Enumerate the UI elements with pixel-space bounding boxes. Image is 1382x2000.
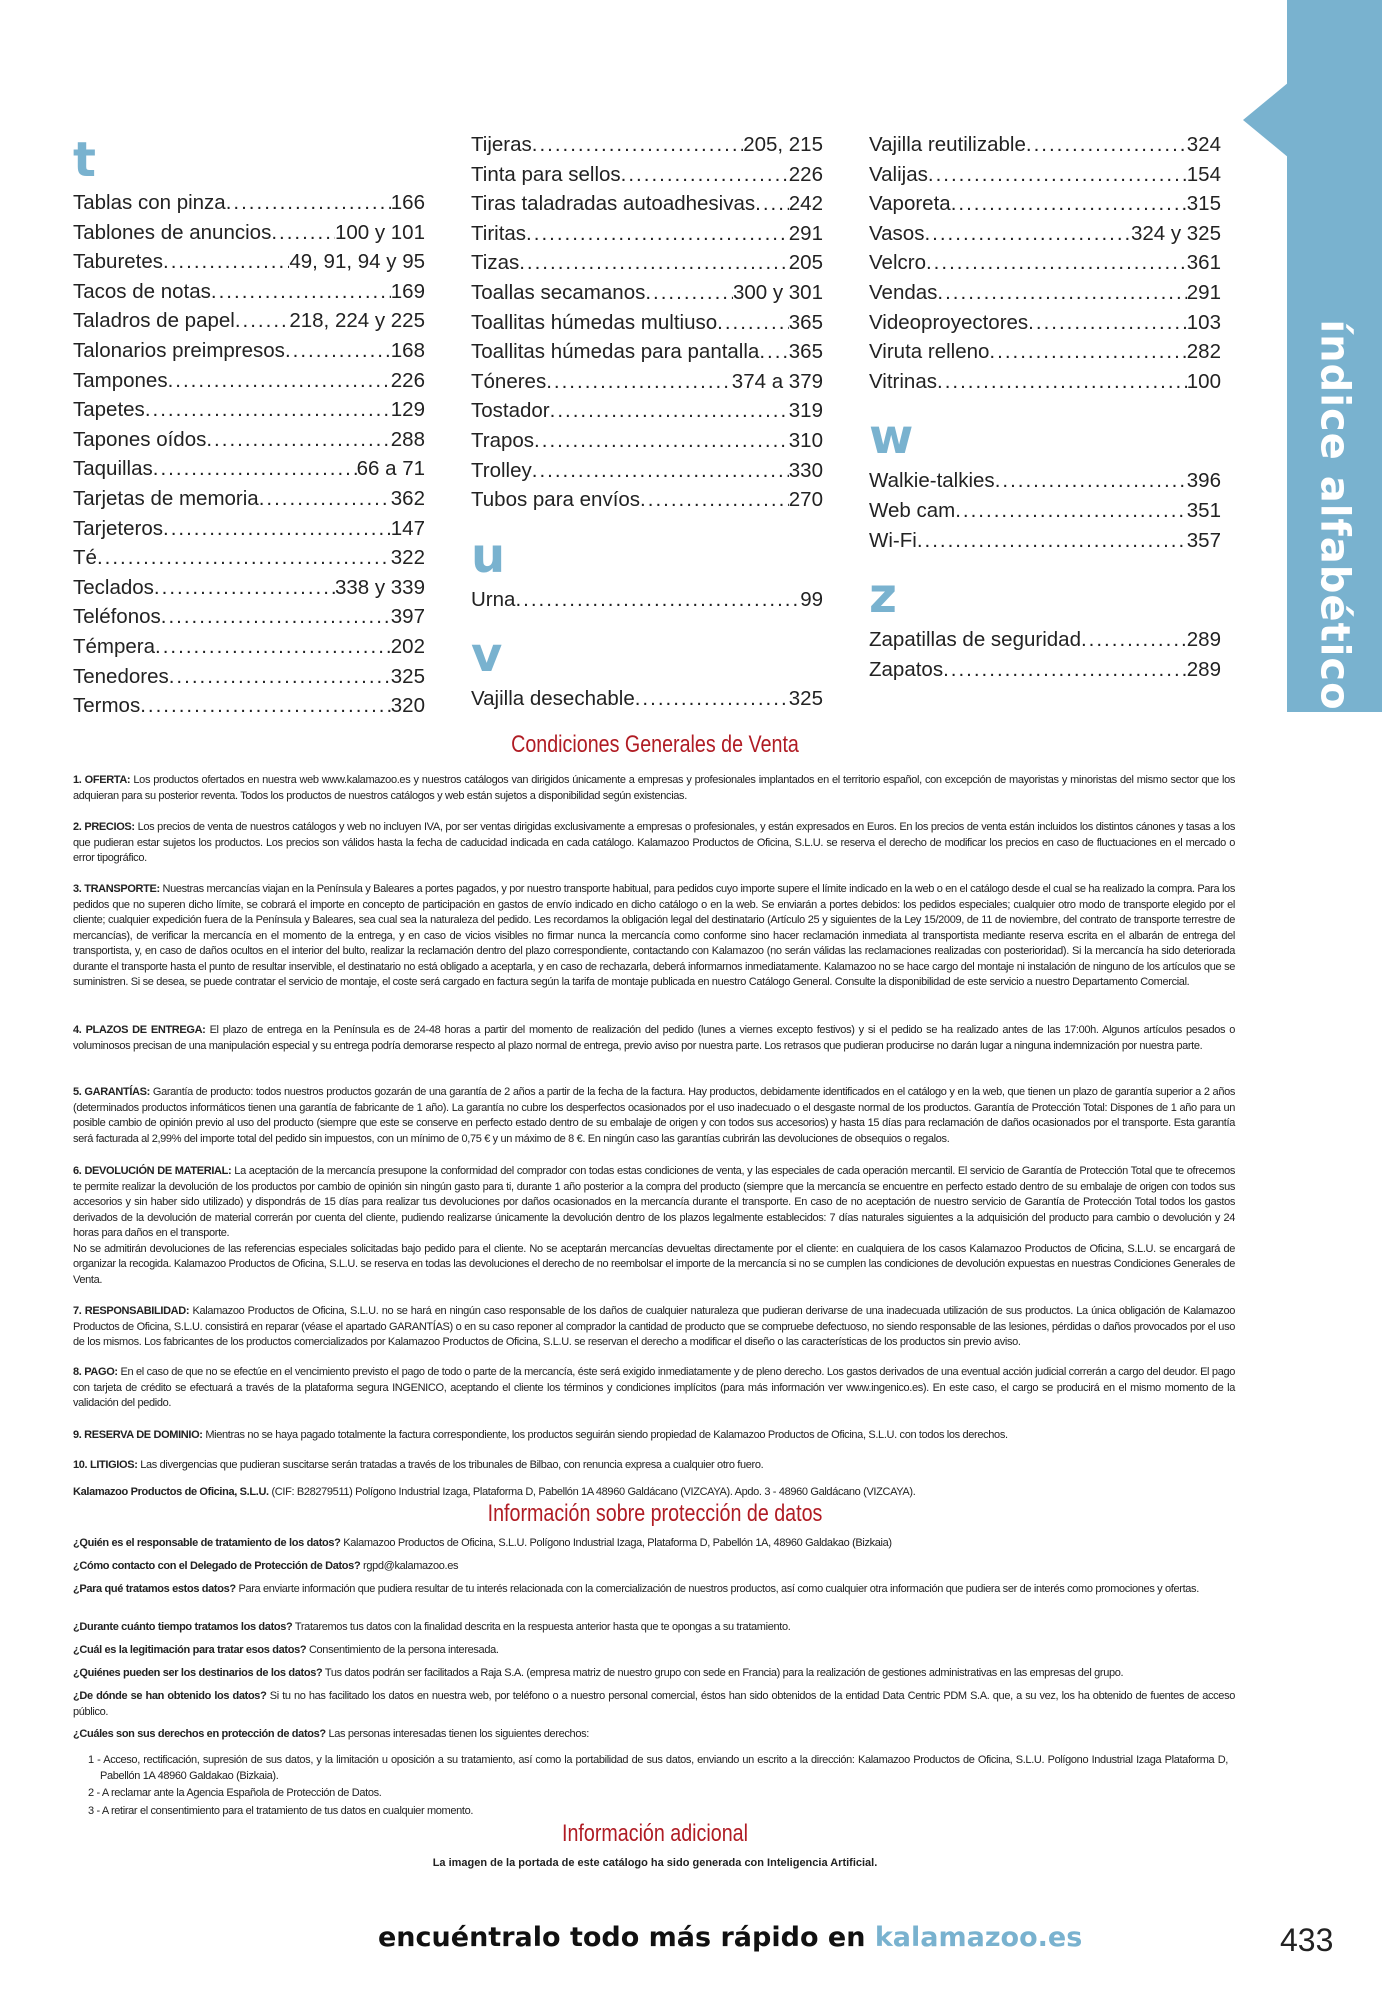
index-column-2	[471, 130, 823, 714]
index-entry-name: Toallitas húmedas multiuso	[471, 310, 718, 334]
condition-clause	[73, 1365, 1235, 1412]
dot-leader	[937, 278, 1186, 308]
privacy-question-heading: ¿Quién es el responsable de tratamiento de los datos?	[73, 1537, 341, 1549]
index-entry-page: 357	[1186, 528, 1221, 552]
clause-text: Mientras no se haya pagado totalmente la factura correspondiente, los productos seguirán siendo propiedad de Kalamazoo Productos de Oficina, S.L.U. con todos los derechos.	[202, 1429, 1008, 1441]
index-entry-name: Toallitas húmedas para pantalla	[471, 340, 760, 364]
index-entry-page: 103	[1186, 310, 1221, 334]
index-entry-page: 169	[390, 279, 425, 303]
index-entry-page: 320	[390, 694, 425, 718]
index-entry	[471, 337, 823, 367]
index-entry	[471, 130, 823, 160]
index-entry-name: Vaporeta	[869, 192, 951, 216]
index-entry-page: 226	[390, 368, 425, 392]
index-entry	[73, 573, 425, 603]
clause-text: Garantía de producto: todos nuestros productos gozarán de una garantía de 2 años a partir de la fecha de la factura. Hay productos, debidamente identificados en el catálogo y en la web, que tienen un plazo de garantía superior a 2 años (determinados productos informáticos tienen una garantía de fabricante de 1 año). La garantía no cubre los desperfectos ocasionados por el uso inadecuado o el desgaste normal de los productos. Garantía de Protección Total: Dispones de 1 año para un posible cambio de opinión previo al uso del producto (siempre que este se conserve en perfecto estado dentro de su embalaje de origen y con todos sus accesorios) y hasta 15 días para reclamación de daños ocasionados por el transporte. Esta garantía será facturada al 2,99% del importe total del pedido sin impuestos, con un mínimo de 0,75 € y un máximo de 8 €. En ningún caso las garantías cubrirán las devoluciones de obsequios o regalos.	[73, 1086, 1236, 1145]
clause-text: Kalamazoo Productos de Oficina, S.L.U. no se hará en ningún caso responsable de los daños de cualquier naturaleza que pudieran derivarse de una inadecuada utilización de sus productos. La única obligación de Kalamazoo Productos de Oficina, S.L.U. consistirá en reparar (véase el apartado GARANTÍAS) o en su caso reponer al comprador la cantidad de producto que se compruebe defectuoso, no siendo responsable de las lesiones, pérdidas o daños provocados por el uso de los mismos. Los fabricantes de los productos comercializados por Kalamazoo Productos de Oficina, S.L.U. se reservan el derecho a modificar el diseño o las características de los productos sin previo aviso.	[73, 1305, 1235, 1348]
index-entry-name: Taladros de papel	[73, 309, 235, 333]
privacy-question	[73, 1727, 1235, 1743]
dot-leader	[532, 456, 789, 486]
dot-leader	[640, 485, 789, 515]
index-entry-name: Termos	[73, 694, 141, 718]
index-entry-name: Teclados	[73, 575, 154, 599]
privacy-right: 2 - A reclamar ante la Agencia Española de Protección de Datos.	[88, 1787, 382, 1799]
additional-info-title: Información adicional	[562, 1820, 748, 1847]
index-entry-name: Tablones de anuncios	[73, 220, 272, 244]
clause-heading: 9. RESERVA DE DOMINIO:	[73, 1429, 203, 1441]
index-entry-page: 374 a 379	[731, 369, 823, 393]
dot-leader	[924, 219, 1130, 249]
index-entry	[471, 308, 823, 338]
footer-slogan	[378, 1922, 1082, 1953]
index-entry-page: 325	[390, 664, 425, 688]
index-entry-name: Tostador	[471, 399, 550, 423]
dot-leader	[97, 543, 391, 573]
index-entry-page: 100 y 101	[334, 220, 425, 244]
index-entry-page: 226	[788, 162, 823, 186]
index-entry	[471, 278, 823, 308]
dot-leader	[515, 585, 800, 615]
index-entry	[471, 585, 823, 615]
index-entry-page: 315	[1186, 192, 1221, 216]
privacy-answer: Para enviarte información que pudiera resultar de tu interés relacionada con la comercialización de nuestros productos, así como cualquier otra información que pudiera ser de interés como promociones y ofertas.	[235, 1583, 1199, 1595]
dot-leader	[526, 219, 789, 249]
index-entry-name: Urna	[471, 587, 516, 611]
dot-leader	[163, 514, 391, 544]
index-entry-name: Viruta relleno	[869, 340, 990, 364]
dot-leader	[161, 602, 391, 632]
conditions-title: Condiciones Generales de Venta	[511, 731, 799, 758]
privacy-question-heading: ¿Durante cuánto tiempo tratamos los datos?	[73, 1621, 293, 1633]
clause-heading: 8. PAGO:	[73, 1366, 118, 1378]
clause-heading: 4. PLAZOS DE ENTREGA:	[73, 1024, 206, 1036]
clause-text: Los precios de venta de nuestros catálogos y web no incluyen IVA, por ser ventas dirigidas exclusivamente a empresas o profesionales, y están expresados en Euros. En los precios de venta están incluidos los distintos cánones y tasas a los que pudieran estar sujetos los productos. Los precios son válidos hasta la fecha de caducidad indicada en cada catálogo. Kalamazoo Productos de Oficina, S.L.U. se reserva el derecho de modificar los precios en caso de fluctuaciones en el mercado o error tipográfico.	[73, 821, 1235, 864]
index-column-1	[73, 130, 425, 721]
index-entry-name: Wi-Fi	[869, 528, 917, 552]
dot-leader	[717, 308, 789, 338]
dot-leader	[154, 573, 335, 603]
index-entry-name: Velcro	[869, 251, 926, 275]
index-entry	[73, 218, 425, 248]
index-entry-name: Talonarios preimpresos	[73, 338, 285, 362]
index-entry-name: Trapos	[471, 428, 535, 452]
index-entry	[73, 425, 425, 455]
index-entry-page: 147	[390, 516, 425, 540]
index-entry-page: 100	[1186, 369, 1221, 393]
clause-heading: 1. OFERTA:	[73, 774, 131, 786]
page-number: 433	[1280, 1922, 1334, 1958]
clause-text: La aceptación de la mercancía presupone la conformidad del comprador con todas estas condiciones de venta, y las especiales de cada operación mercantil. El servicio de Garantía de Protección Total que te ofrecemos te permite realizar la devolución de los productos por cambio de opinión sin ningún gasto para ti, durante 1 año posterior a la compra del producto (siempre que la mercancía se encuentre en perfecto estado dentro de su embalaje de origen con todos sus accesorios y sin haber sido utilizado) y dispondrás de 15 días para realizar tus devoluciones por daños ocasionados en la mercancía durante el transporte. En caso de no aceptación de nuestro servicio de Garantía de Protección Total todos los gastos derivados de la devolución de material correrán por cuenta del cliente, pudiendo realizarse únicamente la devolución dentro de los plazos legalmente establecidos: 7 días naturales siguientes a la adquisición del producto para cambio o devolución y 24 horas para daños en el transporte.	[73, 1165, 1235, 1239]
index-entry-name: Web cam	[869, 498, 956, 522]
condition-clause	[73, 1085, 1235, 1147]
dot-leader	[989, 337, 1186, 367]
additional-info-text: La imagen de la portada de este catálogo ha sido generada con Inteligencia Artificial.	[432, 1857, 878, 1869]
index-entry-page: 324	[1186, 133, 1221, 156]
index-entry	[471, 485, 823, 515]
index-entry-name: Walkie-talkies	[869, 469, 995, 493]
privacy-right: 1 - Acceso, rectificación, supresión de sus datos, y la limitación u oposición a su tratamiento, así como la portabilidad de sus datos, enviando un escrito a la dirección: Kalamazoo Productos de Oficina, S.L.U. Polígono Industrial Izaga Plataforma D, Pabellón 1A 48960 Galdakao (Bizkaia).	[88, 1754, 1228, 1782]
privacy-question-heading: ¿Quiénes pueden ser los destinarios de los datos?	[73, 1667, 323, 1679]
dot-leader	[917, 526, 1187, 556]
dot-leader	[1026, 130, 1187, 160]
index-entry	[869, 466, 1221, 496]
index-entry-name: Valijas	[869, 162, 928, 186]
index-entry-name: Tarjetas de memoria	[73, 486, 259, 510]
index-entry	[869, 337, 1221, 367]
privacy-answer: Kalamazoo Productos de Oficina, S.L.U. Polígono Industrial Izaga, Plataforma D, Pabellón 1A, 48960 Galdakao (Bizkaia)	[340, 1537, 892, 1549]
index-entry	[73, 632, 425, 662]
index-entry	[73, 514, 425, 544]
index-entry	[73, 306, 425, 336]
dot-leader	[546, 367, 732, 397]
index-entry-page: 99	[800, 587, 823, 611]
index-entry-name: Toallas secamanos	[471, 280, 646, 304]
index-letter-heading: w	[869, 409, 914, 466]
index-entry	[73, 247, 425, 277]
index-entry-name: Vajilla desechable	[471, 687, 635, 711]
index-entry-name: Tarjeteros	[73, 516, 164, 540]
index-entry-page: 166	[390, 191, 425, 214]
index-entry-page: 218, 224 y 225	[289, 309, 425, 333]
index-letter-heading: t	[73, 132, 96, 188]
index-entry-page: 365	[788, 310, 823, 334]
index-entry	[869, 219, 1221, 249]
privacy-right: 3 - A retirar el consentimiento para el tratamiento de tus datos en cualquier momento.	[88, 1805, 474, 1817]
index-entry-name: Tinta para sellos	[471, 162, 621, 186]
privacy-question	[73, 1536, 1235, 1552]
condition-clause	[73, 820, 1235, 867]
index-entry	[869, 526, 1221, 556]
index-entry	[73, 454, 425, 484]
index-entry	[73, 188, 425, 218]
index-entry-page: 396	[1186, 469, 1221, 493]
privacy-question	[73, 1689, 1235, 1720]
index-entry-name: Zapatillas de seguridad	[869, 628, 1081, 652]
index-entry-page: 289	[1186, 657, 1221, 681]
index-entry-page: 291	[1186, 280, 1221, 304]
index-entry	[471, 684, 823, 714]
clause-text: Las divergencias que pudieran suscitarse serán tratadas a través de los tribunales de Bilbao, con renuncia expresa a cualquier otro fuero.	[137, 1459, 764, 1471]
privacy-question-heading: ¿De dónde se han obtenido los datos?	[73, 1690, 267, 1702]
condition-clause	[73, 1023, 1235, 1054]
section-tab-text: índice alfabético	[1311, 319, 1358, 711]
clause-heading: 7. RESPONSABILIDAD:	[73, 1305, 190, 1317]
clause-heading: 5. GARANTÍAS:	[73, 1086, 150, 1098]
condition-clause	[73, 1428, 1235, 1444]
index-entry	[869, 308, 1221, 338]
index-entry	[471, 160, 823, 190]
condition-clause	[73, 882, 1235, 991]
dot-leader	[951, 189, 1187, 219]
dot-leader	[955, 496, 1187, 526]
dot-leader	[206, 425, 390, 455]
dot-leader	[1081, 625, 1187, 655]
index-entry	[869, 189, 1221, 219]
index-entry	[869, 160, 1221, 190]
privacy-question-heading: ¿Cuál es la legitimación para tratar esos datos?	[73, 1644, 307, 1656]
index-entry-page: 365	[788, 340, 823, 364]
dot-leader	[211, 277, 391, 307]
clause-heading: 6. DEVOLUCIÓN DE MATERIAL:	[73, 1165, 232, 1177]
dot-leader	[937, 367, 1187, 397]
index-entry-name: Tampones	[73, 368, 168, 392]
index-entry	[869, 655, 1221, 685]
clause-heading: 3. TRANSPORTE:	[73, 883, 160, 895]
index-entry-page: 351	[1186, 498, 1221, 522]
dot-leader	[285, 336, 391, 366]
footer-slogan-text: encuéntralo todo más rápido en	[378, 1922, 875, 1953]
index-entry	[869, 367, 1221, 397]
index-entry-name: Tapones oídos	[73, 427, 207, 451]
index-entry-name: Tacos de notas	[73, 279, 211, 303]
clause-text: Los productos ofertados en nuestra web www.kalamazoo.es y nuestros catálogos van dirigidos únicamente a empresas y profesionales implantados en el territorio español, con excepción de mayoristas y minoristas del mismo sector que los adquieran para su posterior reventa. Todos los productos de nuestros catálogos y web están sujetos a disponibilidad según existencias.	[73, 774, 1235, 802]
index-entry-page: 49, 91, 94 y 95	[289, 250, 425, 274]
index-entry-name: Zapatos	[869, 657, 944, 681]
privacy-title: Información sobre protección de datos	[487, 1500, 823, 1527]
index-entry	[471, 219, 823, 249]
index-entry-page: 338 y 339	[334, 575, 425, 599]
index-entry-page: 362	[390, 486, 425, 510]
index-entry	[73, 366, 425, 396]
index-entry-page: 154	[1186, 162, 1221, 186]
index-entry-name: Tenedores	[73, 664, 169, 688]
index-entry	[73, 543, 425, 573]
dot-leader	[235, 306, 290, 336]
dot-leader	[759, 337, 788, 367]
privacy-question-heading: ¿Cómo contacto con el Delegado de Protección de Datos?	[73, 1560, 361, 1572]
dot-leader	[153, 454, 357, 484]
clause-heading: 10. LITIGIOS:	[73, 1459, 138, 1471]
dot-leader	[621, 160, 789, 190]
dot-leader	[271, 218, 335, 248]
index-entry-page: 322	[390, 546, 425, 570]
index-entry	[73, 277, 425, 307]
index-entry-page: 397	[390, 605, 425, 629]
dot-leader	[635, 684, 789, 714]
dot-leader	[534, 426, 789, 456]
dot-leader	[140, 691, 391, 721]
index-entry	[471, 426, 823, 456]
dot-leader	[926, 248, 1187, 278]
index-column-3	[869, 130, 1221, 684]
privacy-question-heading: ¿Para qué tratamos estos datos?	[73, 1583, 236, 1595]
dot-leader	[259, 484, 391, 514]
index-entry	[471, 367, 823, 397]
footer-website-link[interactable]: kalamazoo.es	[874, 1922, 1083, 1953]
dot-leader	[168, 366, 391, 396]
condition-clause	[73, 1458, 1235, 1474]
condition-clause	[73, 773, 1235, 804]
dot-leader	[645, 278, 733, 308]
index-entry-name: Taquillas	[73, 457, 153, 481]
index-entry-page: 288	[390, 427, 425, 451]
index-entry-page: 270	[788, 488, 823, 512]
index-entry-page: 319	[788, 399, 823, 423]
index-entry	[471, 248, 823, 278]
index-entry-name: Tiras taladradas autoadhesivas	[471, 192, 756, 216]
index-entry-page: 282	[1186, 340, 1221, 364]
index-entry-page: 205, 215	[743, 133, 823, 156]
dot-leader	[550, 396, 789, 426]
privacy-answer: rgpd@kalamazoo.es	[360, 1560, 459, 1572]
index-entry-page: 242	[788, 192, 823, 216]
index-entry-name: Témpera	[73, 634, 156, 658]
index-entry	[869, 248, 1221, 278]
dot-leader	[755, 189, 789, 219]
index-letter-heading: z	[869, 568, 897, 625]
index-entry-page: 310	[788, 428, 823, 452]
index-entry-page: 300 y 301	[732, 280, 823, 304]
privacy-question	[73, 1666, 1235, 1682]
section-tab-label	[1287, 319, 1382, 711]
index-letter-heading: u	[471, 527, 506, 584]
dot-leader	[169, 662, 391, 692]
index-entry-name: Vitrinas	[869, 369, 937, 393]
section-tab-notch	[1243, 82, 1289, 158]
index-entry-page: 202	[390, 634, 425, 658]
index-entry-page: 289	[1186, 628, 1221, 652]
clause-text: Nuestras mercancías viajan en la Península y Baleares a portes pagados, y por nuestro transporte habitual, para pedidos cuyo importe supere el límite indicado en la web o en el catálogo desde el cual se ha realizado la compra. Para los pedidos que no superen dicho límite, se cobrará el importe en concepto de participación en gastos de envío indicado en dicho catálogo o en la web. Se enviarán a portes debidos: los pedidos especiales; cualquier otro modo de transporte elegido por el cliente; cualquier expedición fuera de la Península y Baleares, sea cual sea la naturaleza del pedido. Les recordamos la obligación legal del destinatario (Artículo 25 y siguientes de la Ley 15/2009, de 11 de noviembre, del contrato de transporte terrestre de mercancías), de verificar la mercancía en el momento de la entrega, y en caso de vicios visibles no firmar nunca la mercancía como conforme sino hacer reclamación inmediata al transportista mediante reserva escrita en el albarán de entrega del transportista, y, en caso de daños ocultos en el interior del bulto, realizar la reclamación dentro del plazo correspondiente, contactando con Kalamazoo (no serán válidas las reclamaciones realizadas con posterioridad). Si la mercancía ha sido deteriorada durante el transporte hasta el punto de resultar inservible, el destinatario no está obligado a aceptarla, y en caso de rechazarla, deberá informarnos inmediatamente. Kalamazoo no se hace cargo del montaje ni instalación de ninguno de los artículos que se suministren. Si se desea, se puede contratar el servicio de montaje, el coste será cargado en factura según la tarifa de montaje publicada en nuestro Catálogo General. Consulte la disponibilidad de este servicio a nuestro Departamento Comercial.	[73, 883, 1235, 988]
index-entry-page: 205	[788, 251, 823, 275]
privacy-question	[73, 1582, 1235, 1598]
dot-leader	[1028, 308, 1187, 338]
clause-heading: Kalamazoo Productos de Oficina, S.L.U.	[73, 1486, 269, 1498]
index-entry-name: Tóneres	[471, 369, 547, 393]
dot-leader	[532, 130, 743, 160]
index-entry-page: 361	[1186, 251, 1221, 275]
index-entry	[869, 496, 1221, 526]
condition-clause	[73, 1485, 1235, 1501]
condition-clause	[73, 1304, 1235, 1351]
index-entry-name: Vendas	[869, 280, 938, 304]
dot-leader	[519, 248, 789, 278]
dot-leader	[226, 188, 391, 218]
clause-text: En el caso de que no se efectúe en el vencimiento previsto el pago de todo o parte de la mercancía, éste será exigido inmediatamente y de pleno derecho. Los gastos derivados de una eventual acción judicial correrán a cargo del deudor. El pago con tarjeta de crédito se efectuará a través de la plataforma segura INGENICO, aceptando el cliente los términos y condiciones implícitos (para más información ver www.ingenico.es). En este caso, el cargo se producirá en el mismo momento de la validación del pedido.	[73, 1366, 1235, 1409]
index-entry	[471, 396, 823, 426]
index-entry-name: Trolley	[471, 458, 532, 482]
index-entry	[73, 395, 425, 425]
index-entry-name: Taburetes	[73, 250, 164, 274]
dot-leader	[145, 395, 391, 425]
index-entry-name: Tubos para envíos	[471, 488, 641, 512]
index-entry	[869, 130, 1221, 160]
index-entry-name: Vasos	[869, 221, 925, 245]
index-entry-page: 324 y 325	[1130, 221, 1221, 245]
dot-leader	[928, 160, 1187, 190]
index-entry-name: Videoproyectores	[869, 310, 1029, 334]
index-entry	[869, 625, 1221, 655]
clause-text: (CIF: B28279511) Polígono Industrial Izaga, Plataforma D, Pabellón 1A 48960 Galdácano (VIZCAYA). Apdo. 3 - 48960 Galdácano (VIZCAYA).	[268, 1486, 916, 1498]
index-entry	[471, 456, 823, 486]
clause-text: El plazo de entrega en la Península es de 24-48 horas a partir del momento de realización del pedido (lunes a viernes excepto festivos) y si el pedido se ha realizado antes de las 17:00h. Algunos artículos pesados o voluminosos precisan de una manipulación especial y su entrega podría demorarse respecto al plazo normal de entrega, previo aviso por nuestra parte. Los retrasos que pudieran producirse no darán lugar a ninguna indemnización por nuestra parte.	[73, 1024, 1235, 1052]
privacy-answer: Tus datos podrán ser facilitados a Raja S.A. (empresa matriz de nuestro grupo con sede en Francia) para la realización de gestiones administrativas en las empresas del grupo.	[322, 1667, 1124, 1679]
index-entry-page: 168	[390, 338, 425, 362]
privacy-answer: Las personas interesadas tienen los siguientes derechos:	[325, 1728, 589, 1740]
index-entry-name: Tijeras	[471, 133, 532, 156]
condition-clause	[73, 1164, 1235, 1288]
index-entry	[73, 602, 425, 632]
dot-leader	[943, 655, 1187, 685]
index-entry-name: Tizas	[471, 251, 520, 275]
index-entry-name: Tablas con pinza	[73, 191, 226, 214]
privacy-question-heading: ¿Cuáles son sus derechos en protección de datos?	[73, 1728, 326, 1740]
index-entry-name: Té	[73, 546, 97, 570]
index-entry	[73, 336, 425, 366]
clause-heading: 2. PRECIOS:	[73, 821, 135, 833]
clause-text: No se admitirán devoluciones de las referencias especiales solicitadas bajo pedido para el cliente. No se aceptarán mercancías devueltas directamente por el cliente: en cualquiera de los casos Kalamazoo Productos de Oficina, S.L.U. se encargará de organizar la recogida. Kalamazoo Productos de Oficina, S.L.U. se reserva en todas las devoluciones el derecho de no reembolsar el importe de la mercancía si no se cumplen las condiciones de devolución expuestas en nuestras Condiciones Generales de Venta.	[73, 1242, 1235, 1286]
dot-leader	[995, 466, 1187, 496]
privacy-question	[73, 1559, 1235, 1575]
dot-leader	[155, 632, 391, 662]
privacy-question	[73, 1643, 1235, 1659]
privacy-answer: Consentimiento de la persona interesada.	[306, 1644, 499, 1656]
privacy-answer: Si tu no has facilitado los datos en nuestra web, por teléfono o a nuestro personal comercial, éstos han sido obtenidos de la entidad Data Centric PDM S.A. que, a su vez, los ha obtenido de fuentes de acceso público.	[73, 1690, 1235, 1718]
index-entry	[73, 484, 425, 514]
dot-leader	[163, 247, 289, 277]
index-entry-name: Teléfonos	[73, 605, 161, 629]
index-entry-page: 129	[390, 398, 425, 422]
index-entry-page: 66 a 71	[356, 457, 425, 481]
index-entry-page: 325	[788, 687, 823, 711]
index-entry-name: Vajilla reutilizable	[869, 133, 1026, 156]
index-entry	[73, 691, 425, 721]
index-entry-name: Tapetes	[73, 398, 145, 422]
privacy-question	[73, 1620, 1235, 1636]
index-entry-name: Tiritas	[471, 221, 527, 245]
index-letter-heading: v	[471, 627, 503, 684]
index-entry-page: 330	[788, 458, 823, 482]
index-entry-page: 291	[788, 221, 823, 245]
privacy-answer: Trataremos tus datos con la finalidad descrita en la respuesta anterior hasta que te opongas a su tratamiento.	[292, 1621, 791, 1633]
index-entry	[471, 189, 823, 219]
index-entry	[73, 662, 425, 692]
index-entry	[869, 278, 1221, 308]
